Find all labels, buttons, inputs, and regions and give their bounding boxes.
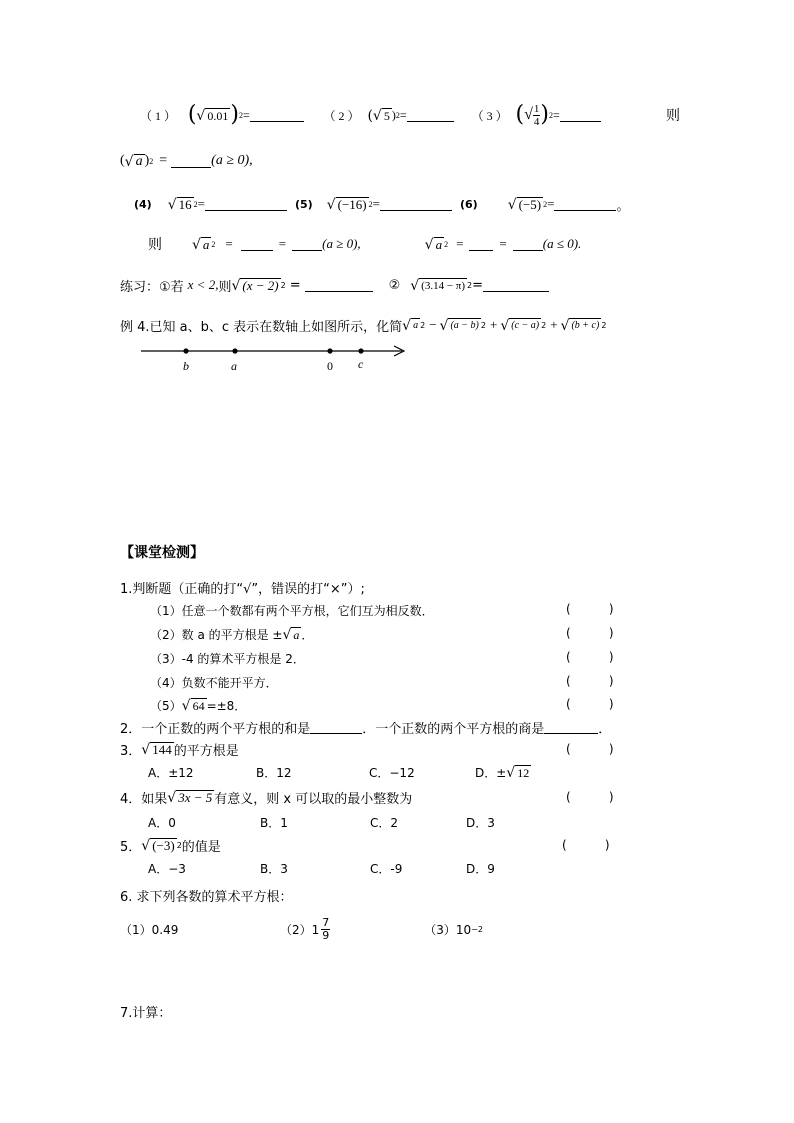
- answer-blank[interactable]: [250, 109, 304, 122]
- answer-blank[interactable]: [513, 238, 543, 251]
- row-1: （ 1 ） ( √ 0.01 ) 2 = （ 2 ） (√ 5 ) 2 = （ 3 ） ( √ $\frac{1}{4}$ ) 2 = 则: [140, 102, 681, 128]
- label-b: b: [183, 359, 189, 373]
- option-b[interactable]: B．12: [256, 766, 292, 780]
- answer-blank[interactable]: [305, 279, 373, 292]
- row-3: (4) √ 16 2 = (5) √ (−16) 2 = (6) √ (−5) 2 = 。: [134, 196, 630, 213]
- number-line: [136, 340, 416, 376]
- paren-open: (: [187, 102, 197, 127]
- sqrt-q1: √ 0.01: [196, 107, 229, 124]
- sqrt-a: √ a: [124, 153, 143, 170]
- answer-paren-5[interactable]: ( ): [566, 697, 614, 711]
- answer-paren-1[interactable]: ( ): [566, 602, 614, 616]
- q2-line: 2．一个正数的两个平方根的和是 ．一个正数的两个平方根的商是 ．: [120, 722, 612, 737]
- section-title: 【课堂检测】: [120, 545, 204, 561]
- answer-paren-q5[interactable]: ( ): [562, 838, 610, 852]
- sqrt-practice-2: √ (3.14 − π): [410, 277, 466, 294]
- answer-paren-q4[interactable]: ( ): [566, 790, 614, 804]
- q6-items: （1）0.49 （2）1 $\frac{7}{9}$ （3）10 −2: [120, 915, 483, 942]
- paren-close: ): [230, 102, 239, 127]
- option-c[interactable]: C．2: [370, 816, 399, 830]
- answer-blank[interactable]: [205, 198, 287, 211]
- sqrt-neg3-sq: √ (−3): [141, 838, 175, 854]
- answer-paren-3[interactable]: ( ): [566, 650, 614, 664]
- option-d[interactable]: D．± √ 12: [475, 765, 530, 781]
- q3-line: 3． √ 144 的平方根是: [120, 742, 239, 759]
- q6-stem: 6. 求下列各数的算术平方根：: [120, 890, 293, 905]
- answer-blank[interactable]: [469, 238, 493, 251]
- answer-blank[interactable]: [483, 279, 549, 292]
- q4-options: [148, 814, 495, 831]
- sqrt-a: √ a: [282, 627, 300, 643]
- answer-blank[interactable]: [310, 721, 362, 734]
- answer-blank[interactable]: [554, 198, 616, 211]
- option-a[interactable]: A．0: [148, 816, 176, 830]
- q1-item-4: （4）负数不能开平方．: [150, 676, 278, 690]
- option-b[interactable]: B．1: [260, 816, 288, 830]
- answer-blank[interactable]: [380, 198, 452, 211]
- answer-paren-2[interactable]: ( ): [566, 626, 614, 640]
- q3-options: [148, 764, 531, 781]
- point-a: [232, 348, 237, 353]
- sqrt-q5: √ (−16): [326, 196, 367, 213]
- answer-blank[interactable]: [241, 238, 273, 251]
- option-c[interactable]: C．-9: [370, 862, 403, 876]
- row-2: ( √ a ) 2 = (a ≥ 0),: [120, 153, 253, 170]
- fraction: $\frac{1}{4}$: [533, 102, 540, 128]
- option-b[interactable]: B．3: [260, 862, 288, 876]
- answer-paren-q3[interactable]: ( ): [566, 742, 614, 756]
- q5-options: [148, 860, 495, 877]
- answer-blank[interactable]: [407, 109, 454, 122]
- label-zero: 0: [327, 359, 333, 373]
- option-d[interactable]: D．9: [466, 862, 495, 876]
- point-zero: [327, 348, 332, 353]
- point-b: [183, 348, 188, 353]
- sqrt-3x-5: √ 3x − 5: [167, 790, 213, 806]
- sqrt-a: √ a: [424, 236, 443, 253]
- option-c[interactable]: C．−12: [369, 766, 415, 780]
- sqrt-q4: √ 16: [167, 196, 192, 213]
- q2-label: （ 2 ）: [323, 108, 360, 123]
- answer-blank[interactable]: [171, 155, 211, 168]
- option-a[interactable]: A．−3: [148, 862, 186, 876]
- q7-stem: 7.计算：: [120, 1006, 172, 1021]
- q4-line: 4．如果 √ 3x − 5 有意义，则 x 可以取的最小整数为: [120, 790, 413, 807]
- point-c: [358, 348, 363, 353]
- q1-label: （ 1 ）: [140, 108, 177, 123]
- q3-label: （ 3 ）: [471, 108, 508, 123]
- sqrt-q2: (√ 5 ): [367, 107, 396, 124]
- q1-item-2: （2）数 a 的平方根是 ± √ a ．: [150, 627, 314, 643]
- option-a[interactable]: A．±12: [148, 766, 194, 780]
- q1-item-5: （5） √ 64 =±8．: [150, 698, 247, 714]
- sqrt-144: √ 144: [141, 742, 172, 758]
- example-4: 例 4.已知 a、b、c 表示在数轴上如图所示，化简 √ a 2 − √ (a − b) 2 + √ (c − a) 2 + √ (b + c) 2: [120, 317, 607, 335]
- q1-item-1: （1）任意一个数都有两个平方根，它们互为相反数．: [150, 604, 434, 618]
- sqrt-practice-1: √ (x − 2): [231, 277, 279, 294]
- sqrt-64: √ 64: [181, 698, 205, 714]
- row-4: 则 √ a 2 = = (a ≥ 0), √ a 2 = = (a ≤ 0).: [148, 236, 582, 253]
- label-c: c: [358, 357, 364, 371]
- answer-paren-4[interactable]: ( ): [566, 674, 614, 688]
- q1-stem: 1.判断题（正确的打“√”，错误的打“×”）;: [120, 582, 365, 597]
- q5-line: 5． √ (−3) 2 的值是: [120, 838, 221, 855]
- practice-line: 练习：①若 x < 2, 则 √ (x − 2) 2 = ② √ (3.14 − π) 2 =: [120, 274, 549, 296]
- then-label: 则: [666, 109, 681, 124]
- label-a: a: [231, 359, 237, 373]
- answer-blank[interactable]: [560, 109, 601, 122]
- option-d[interactable]: D．3: [466, 816, 495, 830]
- q1-item-3: （3）-4 的算术平方根是 2．: [150, 652, 305, 666]
- answer-blank[interactable]: [544, 721, 598, 734]
- mixed-fraction: $\frac{7}{9}$: [322, 915, 330, 942]
- sqrt-a: √ a: [192, 236, 210, 253]
- sqrt-q6: √ (−5): [507, 196, 542, 213]
- answer-blank[interactable]: [292, 238, 322, 251]
